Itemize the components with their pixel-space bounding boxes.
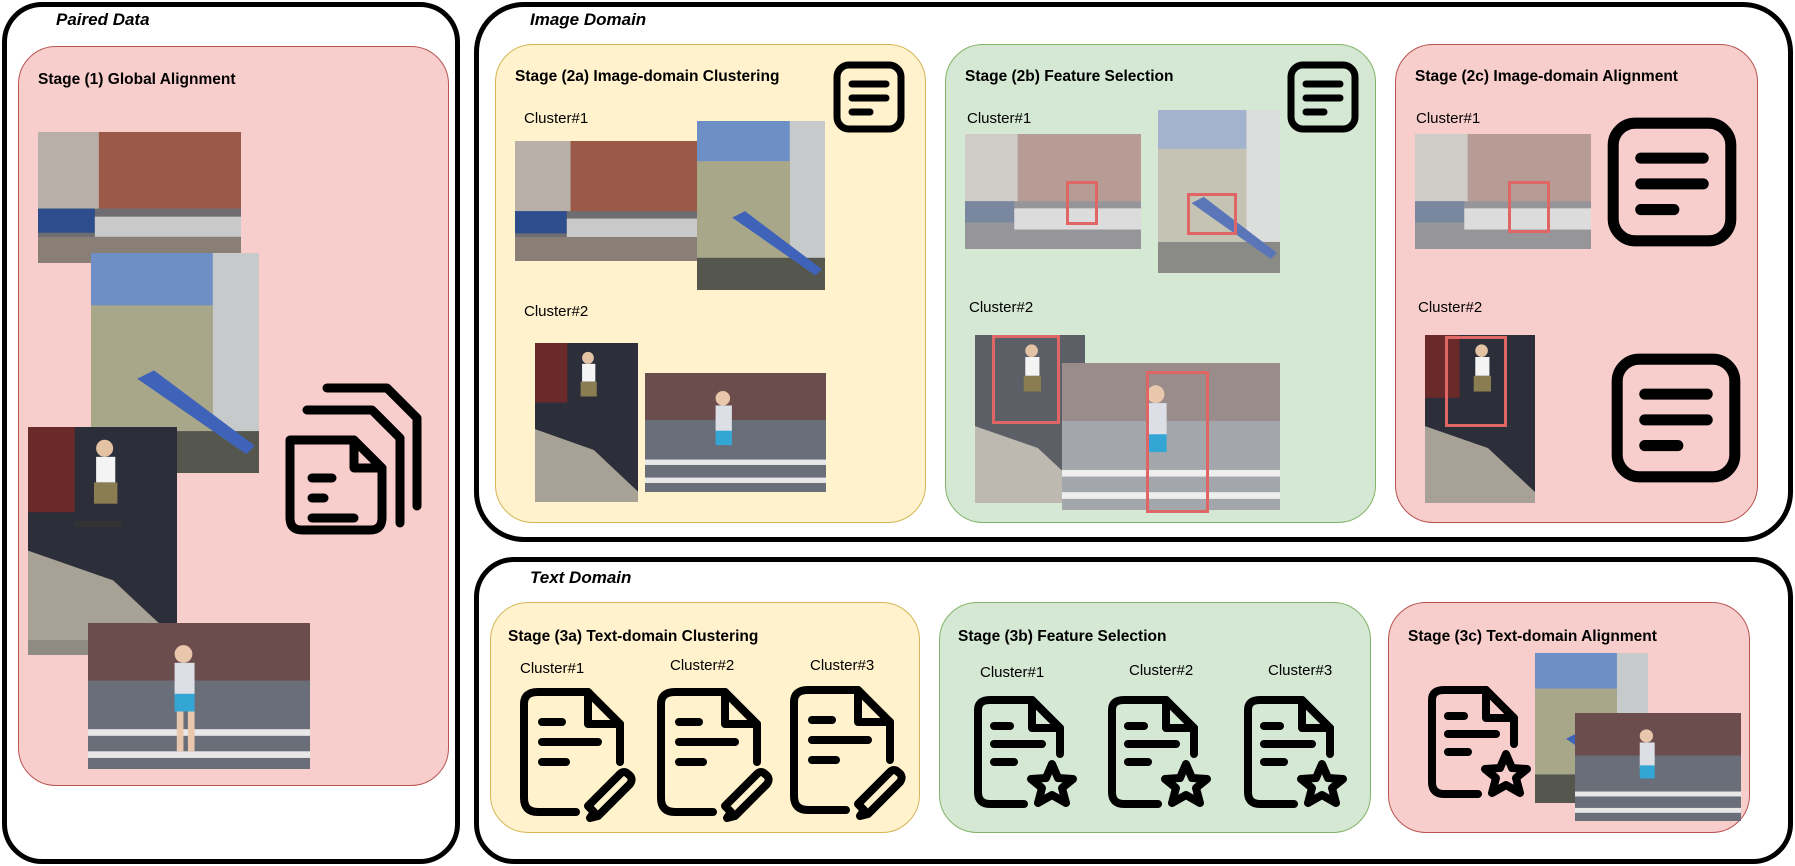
cluster-1-label: Cluster#1 [524,110,589,127]
cluster-1-label: Cluster#1 [520,660,585,677]
feature-bounding-box [1066,181,1098,225]
runner-photo [1575,713,1741,821]
stage-2a-title: Stage (2a) Image-domain Clustering [515,68,780,85]
cluster-1-label: Cluster#1 [1416,110,1481,127]
street-photo [515,141,700,261]
document-star-icon [1104,692,1214,814]
document-icon [1286,60,1360,134]
document-edit-icon [786,682,906,822]
feature-bounding-box [1187,193,1237,235]
street-photo [38,132,241,263]
cluster-2-label: Cluster#2 [670,657,735,674]
stage-3a-title: Stage (3a) Text-domain Clustering [508,628,759,645]
feature-bounding-box [992,335,1060,424]
document-star-icon [1240,692,1350,814]
stage-3b-title: Stage (3b) Feature Selection [958,628,1167,645]
image-domain-title: Image Domain [530,10,647,29]
feature-bounding-box [1445,336,1507,427]
stage-1-title: Stage (1) Global Alignment [38,71,236,88]
document-star-icon [970,692,1080,814]
cluster-2-label: Cluster#2 [524,303,589,320]
cluster-3-label: Cluster#3 [810,657,875,674]
cluster-2-label: Cluster#2 [1418,299,1483,316]
boom-lift-photo-faded [1158,110,1280,273]
document-edit-icon [653,684,773,824]
skater-photo [28,427,177,655]
document-edit-icon [516,684,636,824]
street-photo-faded [965,134,1141,249]
stage-2b-title: Stage (2b) Feature Selection [965,68,1174,85]
runner-photo [88,623,310,769]
cluster-1-label: Cluster#1 [967,110,1032,127]
stage-3c-title: Stage (3c) Text-domain Alignment [1408,628,1657,645]
feature-bounding-box [1508,181,1550,233]
cluster-3-label: Cluster#3 [1268,662,1333,679]
document-icon [832,60,906,134]
document-icon [1604,114,1740,250]
cluster-2-label: Cluster#2 [969,299,1034,316]
text-domain-title: Text Domain [530,568,632,587]
runner-photo [645,373,826,492]
skater-photo [535,343,638,502]
document-star-icon [1424,682,1534,804]
document-icon [1608,350,1744,486]
paired-data-title: Paired Data [56,10,150,29]
boom-lift-photo [697,121,825,290]
stage-2c-title: Stage (2c) Image-domain Alignment [1415,68,1678,85]
feature-bounding-box [1146,371,1209,513]
stacked-documents-icon [282,378,427,538]
cluster-2-label: Cluster#2 [1129,662,1194,679]
cluster-1-label: Cluster#1 [980,664,1045,681]
street-photo-faded [1415,134,1591,249]
